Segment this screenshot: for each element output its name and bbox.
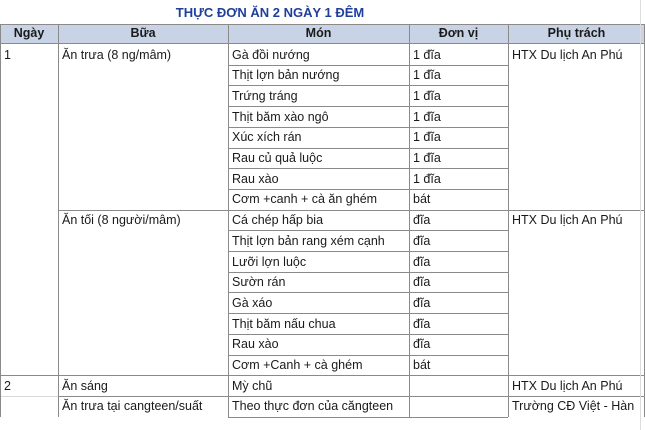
cell-meal[interactable]: [58, 252, 228, 273]
cell-meal[interactable]: [58, 334, 228, 355]
cell-meal[interactable]: [58, 314, 228, 335]
cell-owner[interactable]: [508, 272, 645, 293]
grid-line: [228, 168, 508, 169]
cell-dish[interactable]: Rau xào: [232, 171, 279, 186]
cell-meal[interactable]: [58, 231, 228, 252]
grid-line: [228, 334, 508, 335]
cell-unit[interactable]: đĩa: [413, 316, 431, 331]
cell-unit[interactable]: đĩa: [413, 295, 431, 310]
header-dish[interactable]: Món: [228, 24, 409, 43]
cell-owner[interactable]: Trường CĐ Việt - Hàn: [512, 399, 635, 414]
grid-line: [228, 230, 508, 231]
grid-line: [228, 396, 508, 397]
grid-line: [508, 24, 509, 417]
grid-line: [228, 85, 508, 86]
cell-day[interactable]: [0, 169, 58, 190]
cell-unit[interactable]: [409, 396, 508, 417]
cell-dish[interactable]: Cơm +Canh + cà ghém: [232, 358, 363, 372]
cell-meal[interactable]: [58, 293, 228, 314]
cell-day[interactable]: [0, 272, 58, 293]
cell-unit[interactable]: bát: [413, 358, 431, 372]
cell-owner[interactable]: [508, 314, 645, 335]
cell-owner[interactable]: [508, 65, 645, 86]
cell-owner[interactable]: [508, 127, 645, 148]
cell-unit[interactable]: đĩa: [413, 233, 431, 248]
cell-meal[interactable]: [58, 189, 228, 210]
cell-day[interactable]: [0, 189, 58, 210]
cell-day[interactable]: [0, 107, 58, 128]
grid-line: [0, 24, 645, 25]
cell-dish[interactable]: Sườn rán: [232, 275, 286, 290]
cell-dish[interactable]: Gà đồi nướng: [232, 47, 310, 62]
cell-unit[interactable]: đĩa: [413, 213, 431, 228]
cell-day[interactable]: [0, 252, 58, 273]
cell-owner[interactable]: [508, 169, 645, 190]
cell-day[interactable]: 2: [4, 378, 11, 393]
sheet-title: THỰC ĐƠN ĂN 2 NGÀY 1 ĐÊM: [175, 5, 365, 20]
cell-dish[interactable]: Thịt băm xào ngô: [232, 109, 329, 124]
cell-day[interactable]: [0, 65, 58, 86]
cell-unit[interactable]: 1 đĩa: [413, 130, 441, 145]
cell-day[interactable]: [0, 293, 58, 314]
cell-meal[interactable]: Ăn trưa tại cangteen/suất: [62, 399, 203, 414]
cell-meal[interactable]: Ăn tối (8 người/mâm): [62, 213, 181, 228]
grid-line: [228, 210, 508, 211]
cell-dish[interactable]: Cá chép hấp bia: [232, 213, 324, 228]
grid-line: [58, 24, 59, 417]
grid-line: [508, 396, 645, 397]
cell-day[interactable]: [0, 210, 58, 231]
header-meal[interactable]: Bữa: [58, 24, 228, 43]
grid-line: [228, 148, 508, 149]
grid-line: [409, 24, 410, 417]
grid-line: [508, 210, 645, 211]
cell-dish[interactable]: Gà xáo: [232, 295, 273, 310]
grid-line: [228, 251, 508, 252]
cell-unit[interactable]: [409, 376, 508, 397]
grid-line: [228, 417, 508, 418]
grid-line: [0, 43, 645, 44]
cell-owner[interactable]: [508, 148, 645, 169]
grid-line: [58, 396, 228, 397]
header-owner[interactable]: Phụ trách: [508, 24, 645, 43]
cell-unit[interactable]: bát: [413, 192, 431, 207]
cell-owner[interactable]: [508, 231, 645, 252]
cell-day[interactable]: [0, 334, 58, 355]
cell-dish[interactable]: Rau củ quả luộc: [232, 151, 323, 165]
cell-dish[interactable]: Thịt lợn bản rang xém cạnh: [232, 233, 385, 248]
cell-owner[interactable]: [508, 189, 645, 210]
cell-unit[interactable]: 1 đĩa: [413, 68, 441, 83]
cell-owner[interactable]: [508, 252, 645, 273]
cell-meal[interactable]: Ăn trưa (8 ng/mâm): [62, 47, 172, 62]
cell-meal[interactable]: [58, 355, 228, 376]
cell-owner[interactable]: [508, 355, 645, 376]
cell-dish[interactable]: Thịt băm nấu chua: [232, 316, 336, 331]
grid-line: [228, 272, 508, 273]
cell-unit[interactable]: đĩa: [413, 337, 431, 352]
grid-line: [228, 189, 508, 190]
grid-line: [58, 375, 228, 376]
grid-line: [58, 210, 228, 211]
cell-day[interactable]: [0, 148, 58, 169]
cell-dish[interactable]: Mỳ chũ: [232, 378, 273, 393]
grid-line: [228, 24, 229, 417]
cell-dish[interactable]: Rau xào: [232, 337, 279, 352]
cell-owner[interactable]: HTX Du lịch An Phú: [512, 378, 623, 393]
cell-meal[interactable]: Ăn sáng: [62, 378, 108, 393]
cell-meal[interactable]: [58, 86, 228, 107]
cell-owner[interactable]: HTX Du lịch An Phú: [512, 47, 623, 62]
cell-meal[interactable]: [58, 65, 228, 86]
grid-line: [640, 0, 641, 430]
grid-line: [228, 127, 508, 128]
cell-unit[interactable]: 1 đĩa: [413, 171, 441, 186]
cell-day[interactable]: [0, 355, 58, 376]
cell-owner[interactable]: [508, 293, 645, 314]
cell-unit[interactable]: đĩa: [413, 254, 431, 269]
cell-meal[interactable]: [58, 107, 228, 128]
header-unit[interactable]: Đơn vị: [409, 24, 508, 43]
cell-owner[interactable]: [508, 86, 645, 107]
cell-dish[interactable]: Trứng tráng: [232, 88, 298, 103]
cell-meal[interactable]: [58, 169, 228, 190]
cell-dish[interactable]: Theo thực đơn của căngteen: [232, 399, 394, 414]
grid-line: [228, 106, 508, 107]
grid-line: [0, 24, 1, 417]
grid-line: [228, 355, 508, 356]
cell-day[interactable]: [0, 396, 58, 417]
cell-meal[interactable]: [58, 148, 228, 169]
cell-day[interactable]: [0, 231, 58, 252]
cell-owner[interactable]: HTX Du lịch An Phú: [512, 213, 623, 228]
cell-owner[interactable]: [508, 107, 645, 128]
cell-dish[interactable]: Xúc xích rán: [232, 130, 302, 145]
grid-line: [228, 65, 508, 66]
cell-day[interactable]: [0, 127, 58, 148]
cell-meal[interactable]: [58, 127, 228, 148]
grid-line: [228, 375, 508, 376]
cell-dish[interactable]: Thịt lợn bản nướng: [232, 68, 340, 83]
cell-unit[interactable]: 1 đĩa: [413, 109, 441, 124]
cell-day[interactable]: [0, 86, 58, 107]
cell-meal[interactable]: [58, 272, 228, 293]
cell-owner[interactable]: [508, 334, 645, 355]
grid-line: [508, 375, 645, 376]
grid-line: [228, 292, 508, 293]
header-day[interactable]: Ngày: [0, 24, 58, 43]
cell-unit[interactable]: 1 đĩa: [413, 47, 441, 62]
cell-day[interactable]: [0, 314, 58, 335]
grid-line: [0, 375, 58, 376]
cell-dish[interactable]: Cơm +canh + cà ăn ghém: [232, 192, 378, 207]
cell-dish[interactable]: Lưỡi lợn luộc: [232, 254, 307, 269]
cell-unit[interactable]: đĩa: [413, 275, 431, 290]
grid-line: [228, 313, 508, 314]
cell-unit[interactable]: 1 đĩa: [413, 151, 441, 165]
grid-line: [0, 396, 58, 397]
cell-unit[interactable]: 1 đĩa: [413, 88, 441, 103]
cell-day[interactable]: 1: [4, 47, 11, 62]
